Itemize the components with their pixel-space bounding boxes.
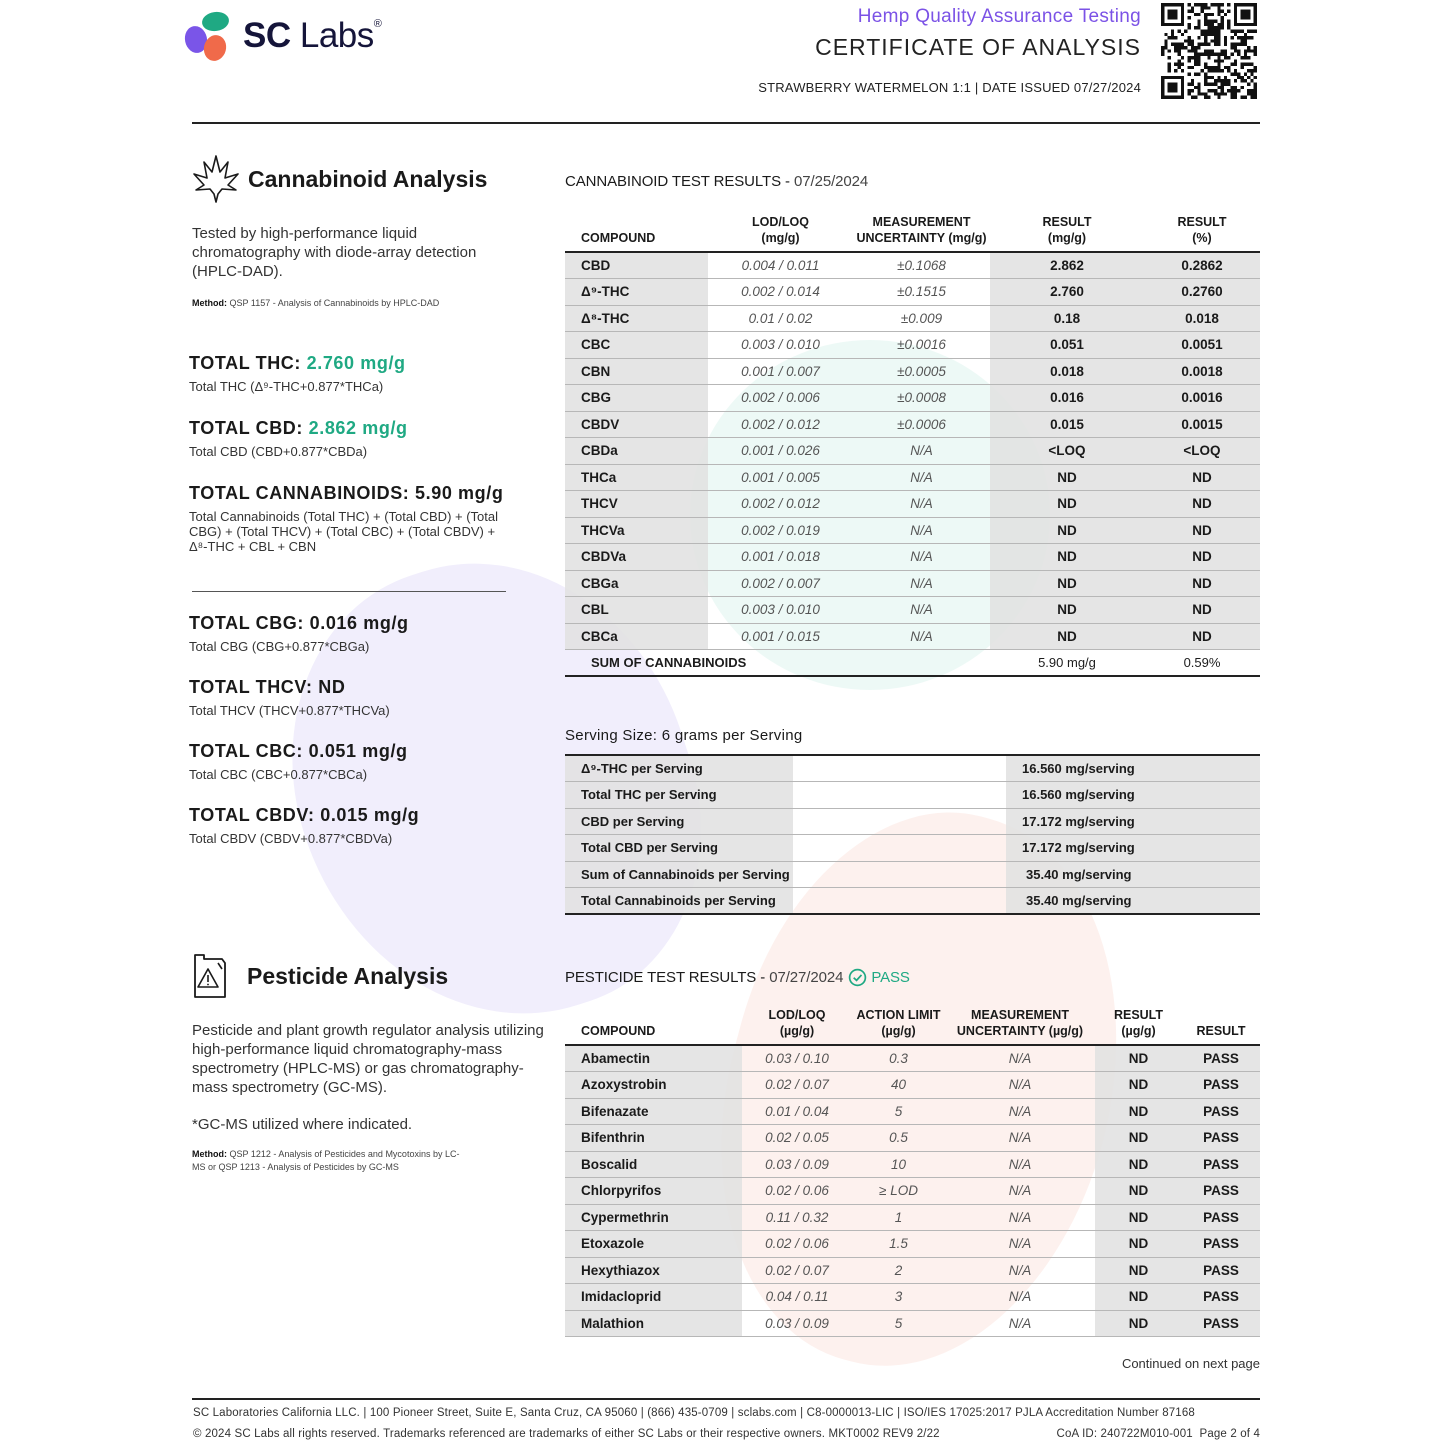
total-value: 0.016 mg/g [309, 613, 409, 633]
uncertainty: N/A [853, 438, 990, 465]
header-titles [758, 6, 1141, 95]
total-block [189, 805, 509, 846]
lod-loq: 0.01 / 0.02 [708, 305, 853, 332]
cannabinoid-section-title: Cannabinoid Analysis [248, 165, 488, 192]
uncertainty: N/A [853, 517, 990, 544]
compound-name: Δ⁹-THC [565, 279, 708, 306]
footer-address: SC Laboratories California LLC. | 100 Pioneer Street, Suite E, Santa Cruz, CA 95060 | (866) 435-0709 | sclabs.com | C8-0000013-LIC | ISO/IES 17025:2017 PJLA Accreditation Number 87168 [193, 1407, 1195, 1419]
lod-loq: 0.03 / 0.09 [742, 1310, 852, 1337]
uncertainty: N/A [945, 1178, 1095, 1205]
pesticide-row [565, 1284, 1260, 1311]
footer-divider [192, 1398, 1260, 1400]
uncertainty: N/A [853, 544, 990, 571]
cannabis-leaf-icon [192, 154, 240, 204]
result-value: ND [1095, 1178, 1182, 1205]
result-mg: ND [990, 491, 1144, 518]
lod-loq: 0.02 / 0.05 [742, 1125, 852, 1152]
result-pct: 0.0018 [1144, 358, 1260, 385]
uncertainty: ±0.0005 [853, 358, 990, 385]
lod-loq: 0.001 / 0.007 [708, 358, 853, 385]
totals-group-secondary [189, 613, 509, 869]
lod-loq: 0.001 / 0.026 [708, 438, 853, 465]
column-header: LOD/LOQ (µg/g) [768, 1008, 826, 1038]
pesticide-results [565, 968, 1260, 1337]
result-value: ND [1095, 1204, 1182, 1231]
compound-name: Azoxystrobin [565, 1072, 742, 1099]
total-label: TOTAL THCV: ND [189, 677, 346, 697]
compound-name: Imidacloprid [565, 1284, 742, 1311]
action-limit: 1.5 [852, 1231, 945, 1258]
total-label: TOTAL CBG: 0.016 mg/g [189, 613, 409, 633]
total-value: 0.051 mg/g [308, 741, 408, 761]
compound-name: CBDV [565, 411, 708, 438]
serving-value: 17.172 mg/serving [1006, 808, 1260, 835]
result-mg: 2.760 [990, 279, 1144, 306]
uncertainty: N/A [945, 1045, 1095, 1072]
total-value: 5.90 mg/g [415, 483, 504, 503]
action-limit: 5 [852, 1310, 945, 1337]
sc-labs-logo [185, 10, 381, 62]
column-header: COMPOUND [581, 1024, 656, 1038]
result-mg: <LOQ [990, 438, 1144, 465]
lod-loq: 0.001 / 0.018 [708, 544, 853, 571]
date-issued: DATE ISSUED 07/27/2024 [982, 80, 1141, 95]
pesticide-row [565, 1125, 1260, 1152]
pesticide-row [565, 1178, 1260, 1205]
header-subtitle: Hemp Quality Assurance Testing [857, 6, 1141, 27]
cannabinoid-row [565, 385, 1260, 412]
logo-mark-icon [185, 10, 233, 62]
total-formula: Total CBG (CBG+0.877*CBGa) [189, 639, 370, 654]
logo-wordmark: SC Labs® [243, 16, 382, 55]
compound-name: CBDa [565, 438, 708, 465]
serving-value: 17.172 mg/serving [1006, 835, 1260, 862]
total-block [189, 741, 509, 782]
pesticide-status-badge: PASS [871, 969, 910, 986]
serving-spacer [793, 808, 1006, 835]
column-header: LOD/LOQ (mg/g) [752, 215, 809, 245]
serving-row [565, 835, 1260, 862]
sum-mg: 5.90 mg/g [990, 650, 1144, 677]
cannabinoid-method: Method: QSP 1157 - Analysis of Cannabinoids by HPLC-DAD [192, 298, 440, 308]
result-pct: ND [1144, 570, 1260, 597]
result-value: ND [1095, 1284, 1182, 1311]
uncertainty: N/A [945, 1257, 1095, 1284]
result-status: PASS [1182, 1310, 1260, 1337]
total-formula: Total THC (Δ⁹-THC+0.877*THCa) [189, 379, 384, 394]
serving-value: 16.560 mg/serving [1006, 755, 1260, 782]
uncertainty: N/A [853, 623, 990, 650]
compound-name: Hexythiazox [565, 1257, 742, 1284]
compound-name: CBN [565, 358, 708, 385]
compound-name: Malathion [565, 1310, 742, 1337]
serving-row [565, 888, 1260, 915]
column-header: ACTION LIMIT (µg/g) [856, 1008, 941, 1038]
compound-name: Abamectin [565, 1045, 742, 1072]
pesticide-row [565, 1072, 1260, 1099]
total-formula: Total CBD (CBD+0.877*CBDa) [189, 444, 368, 459]
uncertainty: ±0.0016 [853, 332, 990, 359]
result-pct: ND [1144, 623, 1260, 650]
serving-spacer [793, 861, 1006, 888]
serving-label: Total CBD per Serving [565, 835, 793, 862]
compound-name: Cypermethrin [565, 1204, 742, 1231]
uncertainty: ±0.0008 [853, 385, 990, 412]
lod-loq: 0.002 / 0.014 [708, 279, 853, 306]
compound-name: THCVa [565, 517, 708, 544]
column-header: RESULT [1196, 1024, 1246, 1038]
total-value: ND [318, 677, 346, 697]
page-number: Page 2 of 4 [1199, 1428, 1260, 1440]
column-header: MEASUREMENT UNCERTAINTY (mg/g) [856, 215, 987, 245]
hazard-canister-icon [192, 953, 228, 999]
result-status: PASS [1182, 1257, 1260, 1284]
pesticide-results-title: PESTICIDE TEST RESULTS - 07/27/2024 PASS [565, 969, 910, 986]
cannabinoid-section-header [192, 154, 512, 204]
pesticide-row [565, 1098, 1260, 1125]
lod-loq: 0.003 / 0.010 [708, 597, 853, 624]
total-value: 0.015 mg/g [320, 805, 420, 825]
serving-row [565, 808, 1260, 835]
result-value: ND [1095, 1045, 1182, 1072]
lod-loq: 0.002 / 0.012 [708, 491, 853, 518]
result-status: PASS [1182, 1072, 1260, 1099]
result-pct: 0.0051 [1144, 332, 1260, 359]
coa-id: CoA ID: 240722M010-001 [1056, 1428, 1193, 1440]
product-meta: STRAWBERRY WATERMELON 1:1 | DATE ISSUED 07/27/2024 [758, 80, 1141, 95]
compound-name: Etoxazole [565, 1231, 742, 1258]
result-mg: 2.862 [990, 252, 1144, 279]
result-mg: ND [990, 464, 1144, 491]
serving-label: Total THC per Serving [565, 782, 793, 809]
cannabinoid-row [565, 517, 1260, 544]
totals-group-primary [189, 353, 509, 578]
result-pct: ND [1144, 597, 1260, 624]
uncertainty: ±0.009 [853, 305, 990, 332]
uncertainty: N/A [945, 1231, 1095, 1258]
totals-divider [192, 591, 506, 592]
action-limit: 0.3 [852, 1045, 945, 1072]
serving-row [565, 755, 1260, 782]
column-header: RESULT (mg/g) [1042, 215, 1092, 245]
cannabinoid-row [565, 438, 1260, 465]
serving-spacer [793, 835, 1006, 862]
pesticide-row [565, 1231, 1260, 1258]
uncertainty: N/A [945, 1204, 1095, 1231]
lod-loq: 0.04 / 0.11 [742, 1284, 852, 1311]
sum-label: SUM OF CANNABINOIDS [565, 650, 990, 677]
lod-loq: 0.001 / 0.015 [708, 623, 853, 650]
cannabinoid-row [565, 332, 1260, 359]
result-pct: ND [1144, 464, 1260, 491]
lod-loq: 0.01 / 0.04 [742, 1098, 852, 1125]
result-status: PASS [1182, 1045, 1260, 1072]
result-status: PASS [1182, 1284, 1260, 1311]
serving-row [565, 861, 1260, 888]
total-formula: Total CBC (CBC+0.877*CBCa) [189, 767, 368, 782]
lod-loq: 0.001 / 0.005 [708, 464, 853, 491]
cannabinoid-row [565, 279, 1260, 306]
serving-table [565, 754, 1260, 915]
lod-loq: 0.002 / 0.012 [708, 411, 853, 438]
action-limit: 2 [852, 1257, 945, 1284]
total-block [189, 613, 509, 654]
result-value: ND [1095, 1125, 1182, 1152]
total-label: TOTAL CANNABINOIDS: 5.90 mg/g [189, 483, 504, 503]
product-name: STRAWBERRY WATERMELON 1:1 [758, 80, 971, 95]
compound-name: Bifenthrin [565, 1125, 742, 1152]
result-mg: ND [990, 597, 1144, 624]
lod-loq: 0.02 / 0.07 [742, 1257, 852, 1284]
result-pct: ND [1144, 491, 1260, 518]
action-limit: 10 [852, 1151, 945, 1178]
result-pct: 0.2862 [1144, 252, 1260, 279]
cannabinoid-results-title: CANNABINOID TEST RESULTS - 07/25/2024 [565, 173, 869, 190]
result-value: ND [1095, 1072, 1182, 1099]
column-header: COMPOUND [581, 231, 656, 245]
lod-loq: 0.002 / 0.006 [708, 385, 853, 412]
lod-loq: 0.003 / 0.010 [708, 332, 853, 359]
pesticide-row [565, 1310, 1260, 1337]
serving-row [565, 782, 1260, 809]
result-status: PASS [1182, 1098, 1260, 1125]
result-status: PASS [1182, 1151, 1260, 1178]
check-circle-icon [848, 968, 867, 987]
result-pct: 0.018 [1144, 305, 1260, 332]
uncertainty: ±0.1068 [853, 252, 990, 279]
result-value: ND [1095, 1151, 1182, 1178]
compound-name: Δ⁸-THC [565, 305, 708, 332]
serving-size-title: Serving Size: 6 grams per Serving [565, 727, 803, 744]
compound-name: Chlorpyrifos [565, 1178, 742, 1205]
total-block [189, 418, 509, 459]
uncertainty: N/A [853, 570, 990, 597]
compound-name: CBG [565, 385, 708, 412]
footer-copyright: © 2024 SC Labs all rights reserved. Trademarks referenced are trademarks of either SC Labs or their respective owners. MKT0002 REV9 2/22 [193, 1428, 940, 1440]
total-block [189, 353, 509, 394]
footer-legal [193, 1428, 1260, 1440]
uncertainty: ±0.0006 [853, 411, 990, 438]
result-mg: ND [990, 623, 1144, 650]
serving-spacer [793, 888, 1006, 915]
action-limit: 3 [852, 1284, 945, 1311]
sum-row [565, 650, 1260, 677]
serving-label: CBD per Serving [565, 808, 793, 835]
lod-loq: 0.03 / 0.09 [742, 1151, 852, 1178]
cannabinoid-row [565, 411, 1260, 438]
compound-name: CBD [565, 252, 708, 279]
result-mg: 0.016 [990, 385, 1144, 412]
uncertainty: N/A [945, 1151, 1095, 1178]
cannabinoid-row [565, 252, 1260, 279]
serving-label: Sum of Cannabinoids per Serving [565, 861, 793, 888]
action-limit: ≥ LOD [852, 1178, 945, 1205]
pesticide-row [565, 1045, 1260, 1072]
qr-code[interactable] [1161, 3, 1257, 99]
result-mg: ND [990, 570, 1144, 597]
lod-loq: 0.02 / 0.06 [742, 1231, 852, 1258]
total-formula: Total CBDV (CBDV+0.877*CBDVa) [189, 831, 393, 846]
cannabinoid-row [565, 491, 1260, 518]
uncertainty: N/A [853, 597, 990, 624]
lod-loq: 0.004 / 0.011 [708, 252, 853, 279]
uncertainty: N/A [945, 1125, 1095, 1152]
action-limit: 1 [852, 1204, 945, 1231]
serving-spacer [793, 782, 1006, 809]
compound-name: Bifenazate [565, 1098, 742, 1125]
pesticide-method: Method: QSP 1212 - Analysis of Pesticides and Mycotoxins by LC-MS or QSP 1213 - Analysis of Pesticides by GC-MS [192, 1149, 460, 1172]
pesticide-row [565, 1204, 1260, 1231]
uncertainty: N/A [945, 1072, 1095, 1099]
lod-loq: 0.11 / 0.32 [742, 1204, 852, 1231]
footer-coa [1057, 1428, 1260, 1440]
serving-results [565, 727, 1260, 915]
cannabinoid-info [192, 154, 512, 308]
total-label: TOTAL THC: 2.760 mg/g [189, 353, 406, 373]
column-header: RESULT (µg/g) [1113, 1008, 1164, 1038]
result-status: PASS [1182, 1204, 1260, 1231]
result-status: PASS [1182, 1178, 1260, 1205]
result-value: ND [1095, 1310, 1182, 1337]
uncertainty: N/A [853, 464, 990, 491]
result-mg: ND [990, 517, 1144, 544]
result-mg: 0.018 [990, 358, 1144, 385]
column-header: RESULT (%) [1177, 215, 1227, 245]
column-header: MEASUREMENT UNCERTAINTY (µg/g) [956, 1008, 1084, 1038]
cannabinoid-results [565, 173, 1260, 677]
action-limit: 40 [852, 1072, 945, 1099]
action-limit: 5 [852, 1098, 945, 1125]
total-formula: Total THCV (THCV+0.877*THCVa) [189, 703, 390, 718]
result-pct: 0.0016 [1144, 385, 1260, 412]
sum-pct: 0.59% [1144, 650, 1260, 677]
action-limit: 0.5 [852, 1125, 945, 1152]
header-divider [192, 122, 1260, 124]
uncertainty: N/A [945, 1310, 1095, 1337]
cannabinoid-row [565, 623, 1260, 650]
pesticide-info [192, 953, 552, 1174]
compound-name: Boscalid [565, 1151, 742, 1178]
total-label: TOTAL CBDV: 0.015 mg/g [189, 805, 420, 825]
uncertainty: N/A [853, 491, 990, 518]
cannabinoid-row [565, 570, 1260, 597]
compound-name: CBCa [565, 623, 708, 650]
result-pct: 0.2760 [1144, 279, 1260, 306]
serving-label: Δ⁹-THC per Serving [565, 755, 793, 782]
serving-value: 35.40 mg/serving [1006, 861, 1260, 888]
total-formula: Total Cannabinoids (Total THC) + (Total CBD) + (Total CBG) + (Total THCV) + (Total CBC) + (Total CBDV) + Δ⁸-THC + CBL + CBN [189, 509, 498, 554]
cannabinoid-table [565, 214, 1260, 677]
result-pct: ND [1144, 517, 1260, 544]
result-status: PASS [1182, 1125, 1260, 1152]
gc-ms-note: *GC-MS utilized where indicated. [192, 1116, 413, 1133]
lod-loq: 0.002 / 0.019 [708, 517, 853, 544]
pesticide-section-title: Pesticide Analysis [247, 962, 449, 989]
serving-value: 16.560 mg/serving [1006, 782, 1260, 809]
result-value: ND [1095, 1098, 1182, 1125]
lod-loq: 0.02 / 0.06 [742, 1178, 852, 1205]
cannabinoid-row [565, 358, 1260, 385]
lod-loq: 0.002 / 0.007 [708, 570, 853, 597]
result-pct: <LOQ [1144, 438, 1260, 465]
result-status: PASS [1182, 1231, 1260, 1258]
compound-name: CBGa [565, 570, 708, 597]
compound-name: CBC [565, 332, 708, 359]
result-mg: 0.051 [990, 332, 1144, 359]
total-label: TOTAL CBD: 2.862 mg/g [189, 418, 408, 438]
cannabinoid-description: Tested by high-performance liquid chromatography with diode-array detection (HPLC-DAD). [192, 225, 477, 280]
result-mg: 0.015 [990, 411, 1144, 438]
lod-loq: 0.03 / 0.10 [742, 1045, 852, 1072]
serving-value: 35.40 mg/serving [1006, 888, 1260, 915]
continued-note: Continued on next page [1121, 1356, 1260, 1371]
pesticide-section-header [192, 953, 552, 999]
total-value: 2.760 mg/g [306, 353, 406, 373]
pesticide-row [565, 1257, 1260, 1284]
lod-loq: 0.02 / 0.07 [742, 1072, 852, 1099]
compound-name: CBDVa [565, 544, 708, 571]
serving-spacer [793, 755, 1006, 782]
pesticide-row [565, 1151, 1260, 1178]
document-title: CERTIFICATE OF ANALYSIS [815, 34, 1141, 60]
total-label: TOTAL CBC: 0.051 mg/g [189, 741, 408, 761]
result-mg: ND [990, 544, 1144, 571]
uncertainty: ±0.1515 [853, 279, 990, 306]
total-block [189, 483, 509, 554]
cannabinoid-row [565, 305, 1260, 332]
serving-label: Total Cannabinoids per Serving [565, 888, 793, 915]
compound-name: THCV [565, 491, 708, 518]
result-value: ND [1095, 1257, 1182, 1284]
total-value: 2.862 mg/g [308, 418, 408, 438]
pesticide-description: Pesticide and plant growth regulator analysis utilizing high-performance liquid chromatography-mass spectrometry (HPLC-MS) or gas chromatography-mass spectrometry (GC-MS). [192, 1022, 544, 1096]
cannabinoid-row [565, 464, 1260, 491]
pesticide-table [565, 1007, 1260, 1337]
uncertainty: N/A [945, 1284, 1095, 1311]
compound-name: CBL [565, 597, 708, 624]
uncertainty: N/A [945, 1098, 1095, 1125]
cannabinoid-row [565, 597, 1260, 624]
total-block [189, 677, 509, 718]
cannabinoid-row [565, 544, 1260, 571]
result-mg: 0.18 [990, 305, 1144, 332]
result-value: ND [1095, 1231, 1182, 1258]
result-pct: 0.0015 [1144, 411, 1260, 438]
result-pct: ND [1144, 544, 1260, 571]
compound-name: THCa [565, 464, 708, 491]
